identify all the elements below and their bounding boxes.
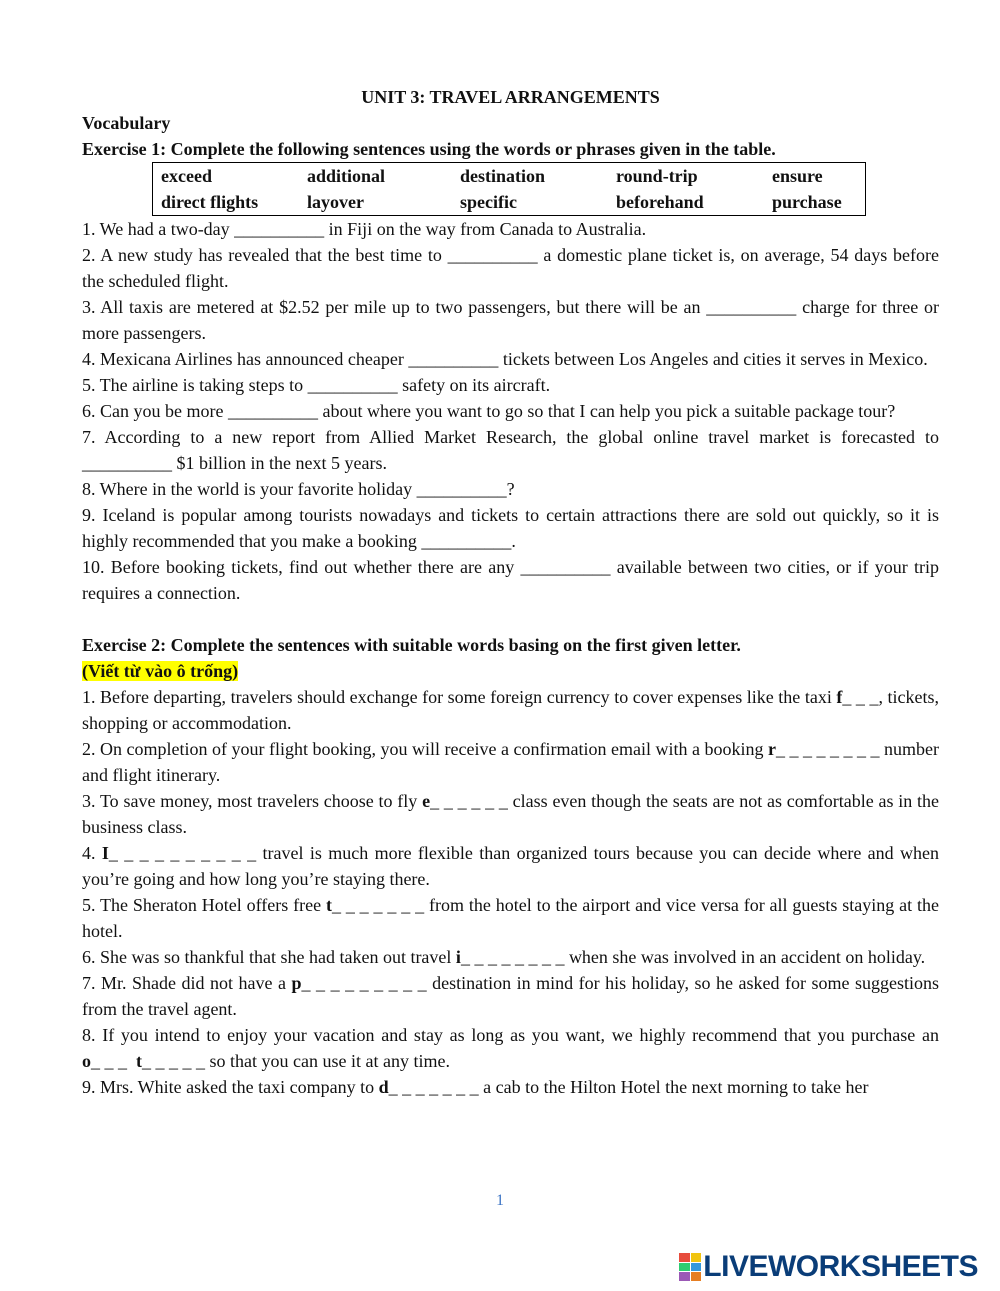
- item-text: 4.: [82, 843, 102, 863]
- exercise1-item-4: 4. Mexicana Airlines has announced cheaper __________ tickets between Los Angeles and cities it serves in Mexico.: [82, 349, 928, 369]
- clue-letter: i: [455, 947, 461, 967]
- clue-letter: t: [136, 1051, 142, 1071]
- section-spacer: [82, 606, 939, 632]
- word-cell: purchase: [772, 192, 842, 212]
- clue-letter: I: [101, 843, 109, 863]
- clue-letter: t: [325, 895, 332, 915]
- clue-letter: d: [378, 1077, 389, 1097]
- word-table: [152, 162, 866, 216]
- liveworksheets-logo[interactable]: [679, 1250, 978, 1284]
- exercise2-item-9: [82, 1074, 939, 1100]
- exercise1-item-6: 6. Can you be more __________ about where you want to go so that I can help you pick a suitable package tour?: [82, 401, 896, 421]
- exercise2-note-text: (Viết từ vào ô trống): [82, 661, 239, 681]
- clue-letter: f: [836, 687, 843, 707]
- item-text: _ _ _ _ _ _ _ _ when she was involved in an accident on holiday.: [460, 947, 926, 967]
- word-cell: layover: [307, 192, 364, 212]
- item-text: 2. On completion of your flight booking, you will receive a confirmation email with a booking: [82, 739, 768, 759]
- exercise1-item-5: 5. The airline is taking steps to __________ safety on its aircraft.: [82, 375, 551, 395]
- exercise1-item-1: 1. We had a two-day __________ in Fiji on the way from Canada to Australia.: [82, 219, 647, 239]
- word-cell: specific: [460, 192, 517, 212]
- item-text: 3. To save money, most travelers choose to fly: [82, 791, 423, 811]
- item-text: _ _ _, tickets, shopping or accommodation.: [82, 687, 939, 733]
- word-row: [153, 163, 866, 190]
- logo-icon: [679, 1253, 701, 1281]
- item-text: 7. Mr. Shade did not have a: [82, 973, 292, 993]
- page-number: 1: [496, 1192, 504, 1209]
- exercise1-item-9: 9. Iceland is popular among tourists nowadays and tickets to certain attractions there are sold out quickly, so it is highly recommended that you make a booking __________.: [82, 505, 939, 551]
- word-cell: additional: [307, 166, 386, 186]
- item-text: 1. Before departing, travelers should exchange for some foreign currency to cover expenses like the taxi: [82, 687, 837, 707]
- word-cell: ensure: [772, 166, 823, 186]
- exercise2-item-1: [82, 684, 939, 736]
- clue-letter: o: [82, 1051, 91, 1071]
- page-title: UNIT 3: TRAVEL ARRANGEMENTS: [361, 87, 660, 107]
- clue-letter: e: [422, 791, 431, 811]
- exercise1-heading: Exercise 1: Complete the following sentences using the words or phrases given in the table.: [82, 139, 776, 159]
- word-cell: round-trip: [616, 166, 698, 186]
- item-text: 9. Mrs. White asked the taxi company to: [82, 1077, 379, 1097]
- logo-text: LIVEWORKSHEETS: [703, 1250, 978, 1283]
- word-cell: direct flights: [161, 192, 259, 212]
- item-text: 5. The Sheraton Hotel offers free: [82, 895, 326, 915]
- word-row: [153, 189, 866, 216]
- word-cell: beforehand: [616, 192, 704, 212]
- word-cell: exceed: [161, 166, 212, 186]
- clue-letter: p: [291, 973, 302, 993]
- exercise2-item-5: [82, 892, 939, 944]
- item-text: _ _ _ _ _ _ class even though the seats are not as comfortable as in the business class.: [82, 791, 939, 837]
- item-text: 8. If you intend to enjoy your vacation and stay as long as you want, we highly recommend that you purchase an: [82, 1025, 939, 1045]
- exercise2-item-6: [82, 944, 939, 970]
- item-text: _ _ _ _ _ so that you can use it at any time.: [142, 1051, 450, 1071]
- word-cell: destination: [460, 166, 546, 186]
- item-text: _ _ _ _ _ _ _ _ number and flight itinerary.: [82, 739, 940, 785]
- item-text: 6. She was so thankful that she had taken out travel: [82, 947, 456, 967]
- clue-letter: r: [767, 739, 776, 759]
- worksheet-page: [82, 84, 939, 1100]
- exercise1-item-8: 8. Where in the world is your favorite holiday __________?: [82, 479, 515, 499]
- exercise2-item-3: [82, 788, 939, 840]
- item-text: _ _ _ _ _ _ _ _ _ _ travel is much more flexible than organized tours because you can decide where and when you’re going and how long you’re staying there.: [82, 843, 940, 889]
- item-text: _ _ _: [91, 1051, 136, 1071]
- item-text: _ _ _ _ _ _ _ a cab to the Hilton Hotel the next morning to take her: [388, 1077, 869, 1097]
- exercise1-item-2: 2. A new study has revealed that the best time to __________ a domestic plane ticket is, on average, 54 days before the scheduled flight.: [82, 245, 939, 291]
- vocabulary-heading: Vocabulary: [82, 113, 171, 133]
- exercise1-item-7: 7. According to a new report from Allied Market Research, the global online travel market is forecasted to __________ $1 billion in the next 5 years.: [82, 427, 939, 473]
- item-text: _ _ _ _ _ _ _ from the hotel to the airport and vice versa for all guests staying at the hotel.: [82, 895, 939, 941]
- exercise1-item-3: 3. All taxis are metered at $2.52 per mile up to two passengers, but there will be an __________ charge for three or more passengers.: [82, 297, 939, 343]
- exercise1-item-10: 10. Before booking tickets, find out whether there are any __________ available between two cities, or if your trip requires a connection.: [82, 557, 939, 603]
- exercise2-item-4: [82, 840, 939, 892]
- exercise2-note: [82, 658, 939, 684]
- exercise2-item-7: [82, 970, 939, 1022]
- exercise2-item-2: [82, 736, 939, 788]
- exercise2-heading: Exercise 2: Complete the sentences with suitable words basing on the first given letter.: [82, 635, 741, 655]
- item-text: _ _ _ _ _ _ _ _ _ destination in mind for his holiday, so he asked for some suggestions from the travel agent.: [82, 973, 939, 1019]
- exercise2-item-8: [82, 1022, 939, 1074]
